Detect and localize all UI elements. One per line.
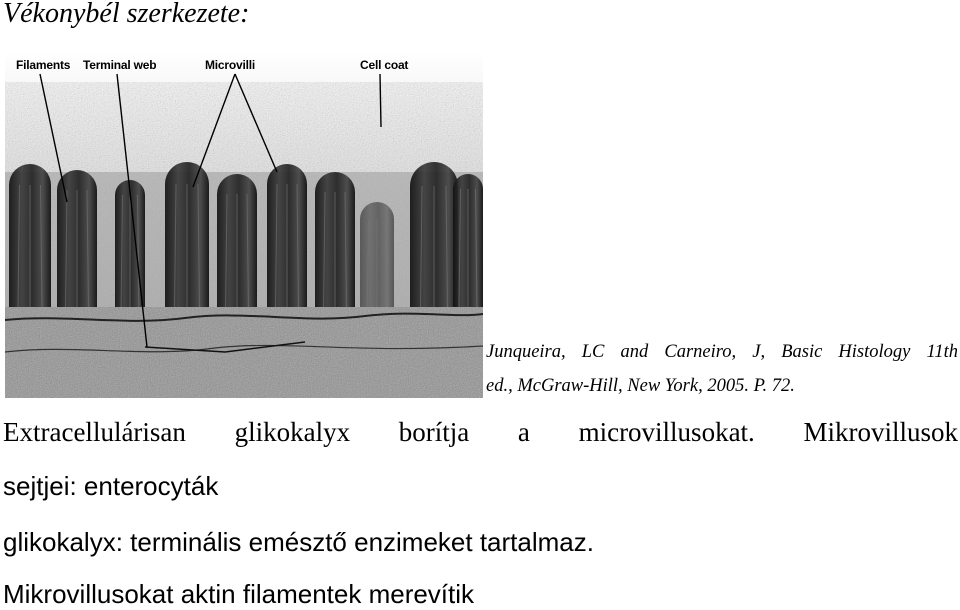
word: a	[517, 417, 530, 447]
citation-line-2: ed., McGraw-Hill, New York, 2005. P. 72.	[486, 376, 795, 396]
micrograph-figure	[5, 52, 483, 398]
paragraph-line-4: Mikrovillusokat aktin filamentek merevítik	[3, 579, 475, 609]
word: Mikrovillusok	[803, 417, 958, 447]
label-cell-coat: Cell coat	[360, 58, 409, 72]
label-filaments: Filaments	[16, 58, 71, 72]
word: microvillusokat.	[578, 417, 755, 447]
micrograph-image	[5, 52, 483, 398]
page-title: Vékonybél szerkezete:	[3, 0, 250, 29]
paragraph-line-2: sejtjei: enterocyták	[3, 471, 219, 501]
paragraph-line-1	[3, 416, 958, 448]
citation-line-1: Junqueira, LC and Carneiro, J, Basic Histology 11th	[486, 342, 958, 362]
word: borítja	[398, 417, 470, 447]
word: glikokalyx	[234, 417, 351, 447]
paragraph-line-3: glikokalyx: terminális emésztő enzimeket tartalmaz.	[3, 527, 594, 557]
label-microvilli: Microvilli	[205, 58, 256, 72]
word: Extracellulárisan	[3, 417, 186, 447]
label-terminal-web: Terminal web	[83, 58, 157, 72]
